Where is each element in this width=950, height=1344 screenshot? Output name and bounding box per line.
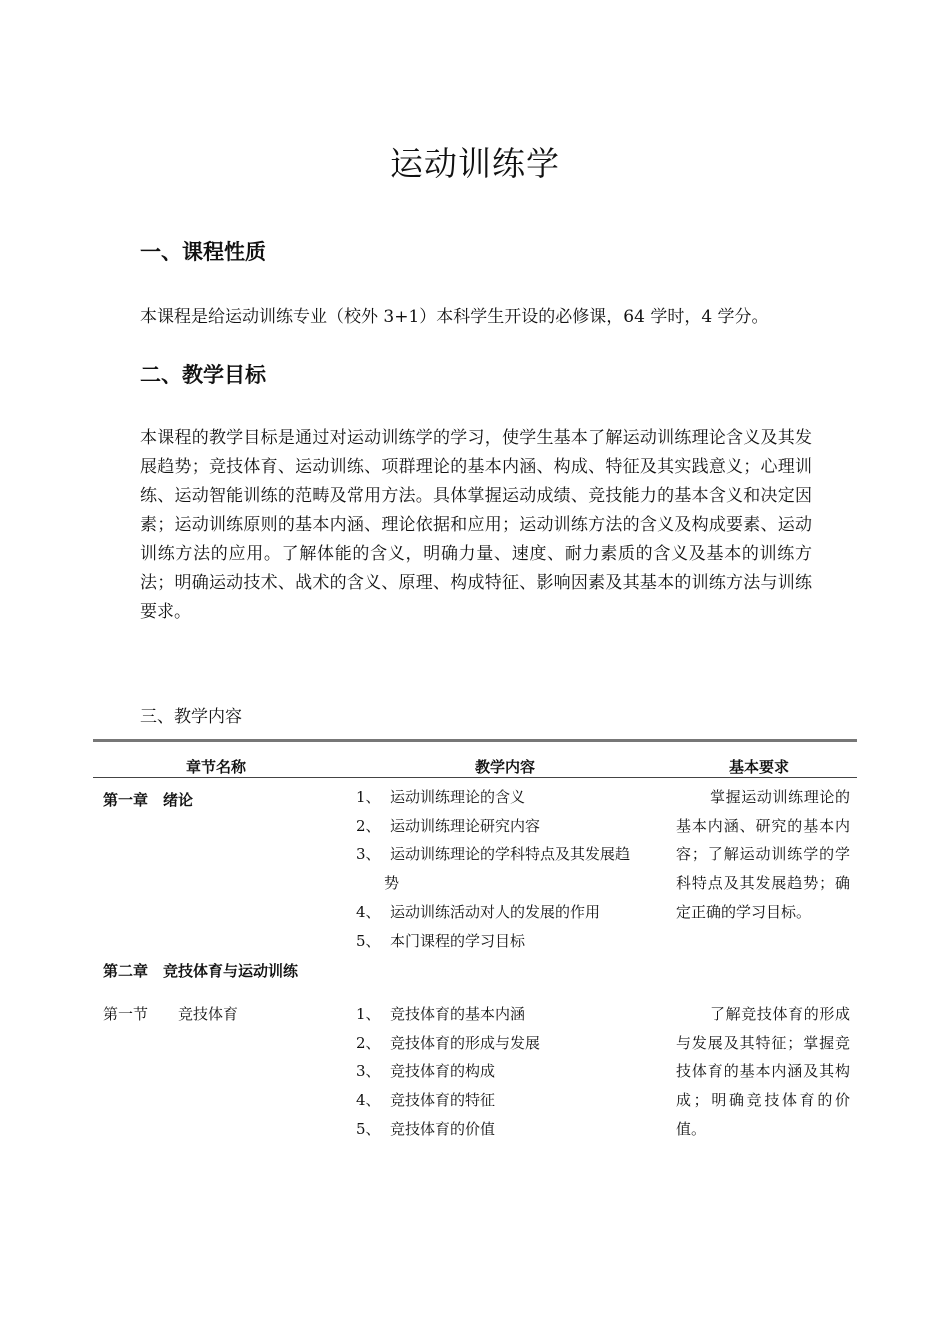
item-text: 运动训练理论研究内容 bbox=[390, 816, 541, 835]
item-text: 势 bbox=[384, 874, 400, 893]
list-item bbox=[356, 1057, 666, 1086]
chapter-1-requirement: 掌握运动训练理论的基本内涵、研究的基本内容；了解运动训练学的学科特点及其发展趋势；确定正确的学习目标。 bbox=[676, 788, 850, 921]
document-title: 运动训练学 bbox=[390, 144, 560, 183]
chapter-1-content-list bbox=[356, 783, 666, 955]
list-item bbox=[356, 1029, 666, 1058]
list-item bbox=[356, 1000, 666, 1029]
list-item bbox=[356, 783, 666, 812]
table-header-requirement: 基本要求 bbox=[729, 758, 790, 776]
item-number: 1、 bbox=[356, 1005, 381, 1023]
list-item bbox=[356, 840, 666, 869]
section-heading-course-nature: 一、课程性质 bbox=[140, 240, 266, 264]
list-item bbox=[356, 812, 666, 841]
item-number: 5、 bbox=[356, 1119, 381, 1138]
teaching-goals-paragraph: 本课程的教学目标是通过对运动训练学的学习，使学生基本了解运动训练理论含义及其发展趋势；竞技体育、运动训练、项群理论的基本内涵、构成、特征及其实践意义；心理训练、运动智能训练的范畴及常用方法。具体掌握运动成绩、竞技能力的基本含义和决定因素；运动训练原则的基本内涵、理论依据和应用；运动训练方法的含义及构成要素、运动训练方法的应用。了解体能的含义，明确力量、速度、耐力素质的含义及基本的训练方法；明确运动技术、战术的含义、原理、构成特征、影响因素及其基本的训练方法与训练要求。 bbox=[140, 428, 812, 622]
item-text: 竞技体育的形成与发展 bbox=[390, 1033, 541, 1052]
course-nature-paragraph: 本课程是给运动训练专业（校外 3+1）本科学生开设的必修课，64 学时，4 学分。 bbox=[140, 307, 769, 327]
item-number: 4、 bbox=[356, 902, 381, 921]
item-text: 竞技体育的价值 bbox=[390, 1119, 496, 1138]
item-number: 3、 bbox=[356, 845, 381, 864]
table-header-chapter: 章节名称 bbox=[186, 758, 247, 776]
item-text: 竞技体育的构成 bbox=[390, 1062, 496, 1081]
item-text: 运动训练理论的含义 bbox=[390, 788, 526, 806]
section-heading-teaching-goals: 二、教学目标 bbox=[140, 363, 266, 387]
item-text: 本门课程的学习目标 bbox=[390, 931, 526, 950]
chapter-2-section-1-title: 第一节 竞技体育 bbox=[103, 1005, 239, 1023]
item-number: 2、 bbox=[356, 816, 381, 835]
table-header-rule bbox=[93, 777, 857, 778]
list-item bbox=[356, 898, 666, 927]
item-number: 1、 bbox=[356, 788, 381, 806]
chapter-2-section-1-content-list bbox=[356, 1000, 666, 1144]
chapter-2-section-1-requirement: 了解竞技体育的形成与发展及其特征；掌握竞技体育的基本内涵及其构成；明确竞技体育的价值。 bbox=[676, 1005, 850, 1138]
item-number: 5、 bbox=[356, 931, 381, 950]
section-heading-teaching-content: 三、教学内容 bbox=[140, 707, 242, 727]
list-item-continuation bbox=[356, 869, 666, 898]
item-text: 运动训练活动对人的发展的作用 bbox=[390, 902, 601, 921]
list-item bbox=[356, 1086, 666, 1115]
table-top-rule bbox=[93, 739, 857, 742]
chapter-1-title: 第一章 绪论 bbox=[103, 791, 194, 809]
item-number: 2、 bbox=[356, 1033, 381, 1052]
item-text: 竞技体育的特征 bbox=[390, 1091, 496, 1110]
item-number: 4、 bbox=[356, 1091, 381, 1110]
list-item bbox=[356, 927, 666, 956]
item-text: 运动训练理论的学科特点及其发展趋 bbox=[390, 845, 631, 864]
chapter-2-title: 第二章 竞技体育与运动训练 bbox=[103, 962, 299, 980]
item-text: 竞技体育的基本内涵 bbox=[390, 1005, 526, 1023]
list-item bbox=[356, 1115, 666, 1144]
item-number: 3、 bbox=[356, 1062, 381, 1081]
table-header-content: 教学内容 bbox=[475, 758, 536, 776]
